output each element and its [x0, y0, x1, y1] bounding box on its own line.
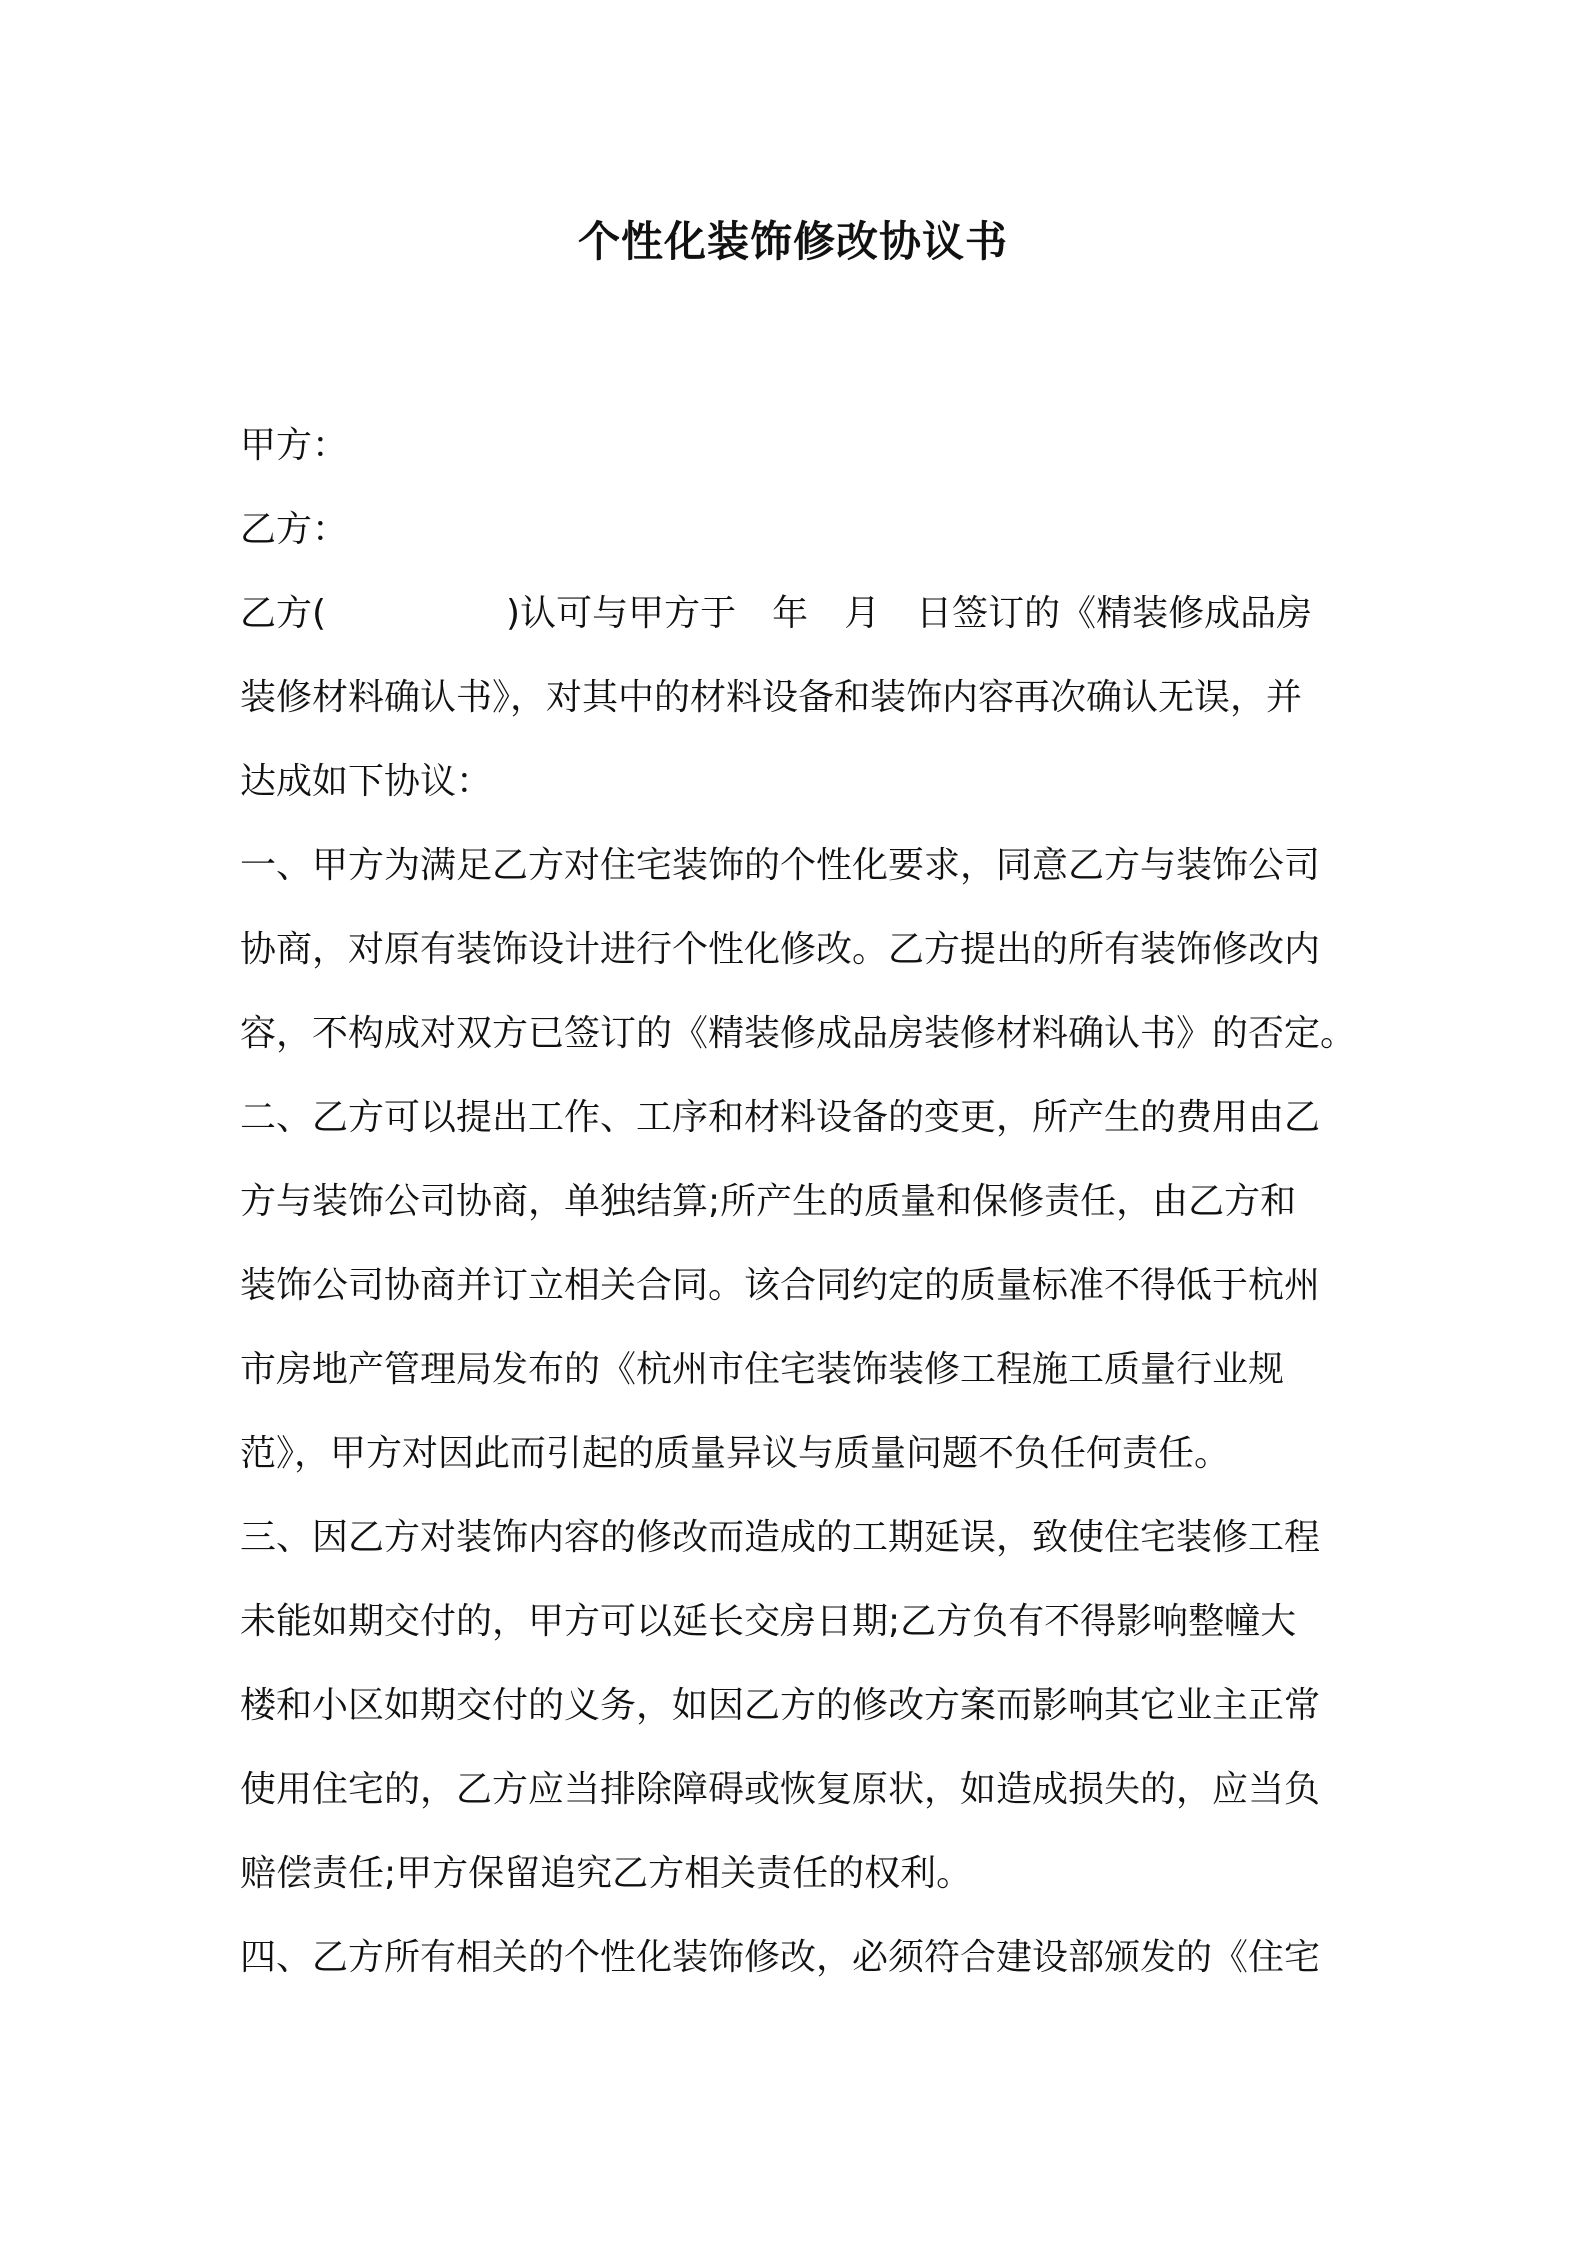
clause-4-line: 四、乙方所有相关的个性化装饰修改，必须符合建设部颁发的《住宅 — [240, 1937, 1321, 1978]
clause-2-line: 装饰公司协商并订立相关合同。该合同约定的质量标准不得低于杭州 — [240, 1265, 1321, 1306]
party-b-line: 乙方： — [240, 509, 349, 550]
party-a-line: 甲方： — [240, 425, 349, 466]
clause-1-line: 容，不构成对双方已签订的《精装修成品房装修材料确认书》的否定。 — [240, 1013, 1357, 1054]
clause-1-line: 协商，对原有装饰设计进行个性化修改。乙方提出的所有装饰修改内 — [240, 929, 1321, 970]
clause-2-line: 二、乙方可以提出工作、工序和材料设备的变更，所产生的费用由乙 — [240, 1097, 1321, 1138]
document-title: 个性化装饰修改协议书 — [577, 217, 1008, 266]
preamble-line: 达成如下协议： — [240, 761, 493, 802]
preamble-line: 装修材料确认书》，对其中的材料设备和装饰内容再次确认无误，并 — [240, 677, 1303, 718]
clause-3-line: 未能如期交付的，甲方可以延长交房日期;乙方负有不得影响整幢大 — [240, 1601, 1297, 1642]
document-body — [240, 404, 1357, 2000]
preamble-line: 乙方( )认可与甲方于 年 月 日签订的《精装修成品房 — [240, 593, 1313, 634]
clause-3-line: 楼和小区如期交付的义务，如因乙方的修改方案而影响其它业主正常 — [240, 1685, 1321, 1726]
clause-2-line: 范》，甲方对因此而引起的质量异议与质量问题不负任何责任。 — [240, 1433, 1231, 1474]
clause-3-line: 赔偿责任;甲方保留追究乙方相关责任的权利。 — [240, 1853, 973, 1894]
clause-3-line: 使用住宅的，乙方应当排除障碍或恢复原状，如造成损失的，应当负 — [240, 1769, 1321, 1810]
clause-3-line: 三、因乙方对装饰内容的修改而造成的工期延误，致使住宅装修工程 — [240, 1517, 1321, 1558]
clause-1-line: 一、甲方为满足乙方对住宅装饰的个性化要求，同意乙方与装饰公司 — [240, 845, 1321, 886]
clause-2-line: 方与装饰公司协商，单独结算;所产生的质量和保修责任，由乙方和 — [240, 1181, 1297, 1222]
clause-2-line: 市房地产管理局发布的《杭州市住宅装饰装修工程施工质量行业规 — [240, 1349, 1285, 1390]
